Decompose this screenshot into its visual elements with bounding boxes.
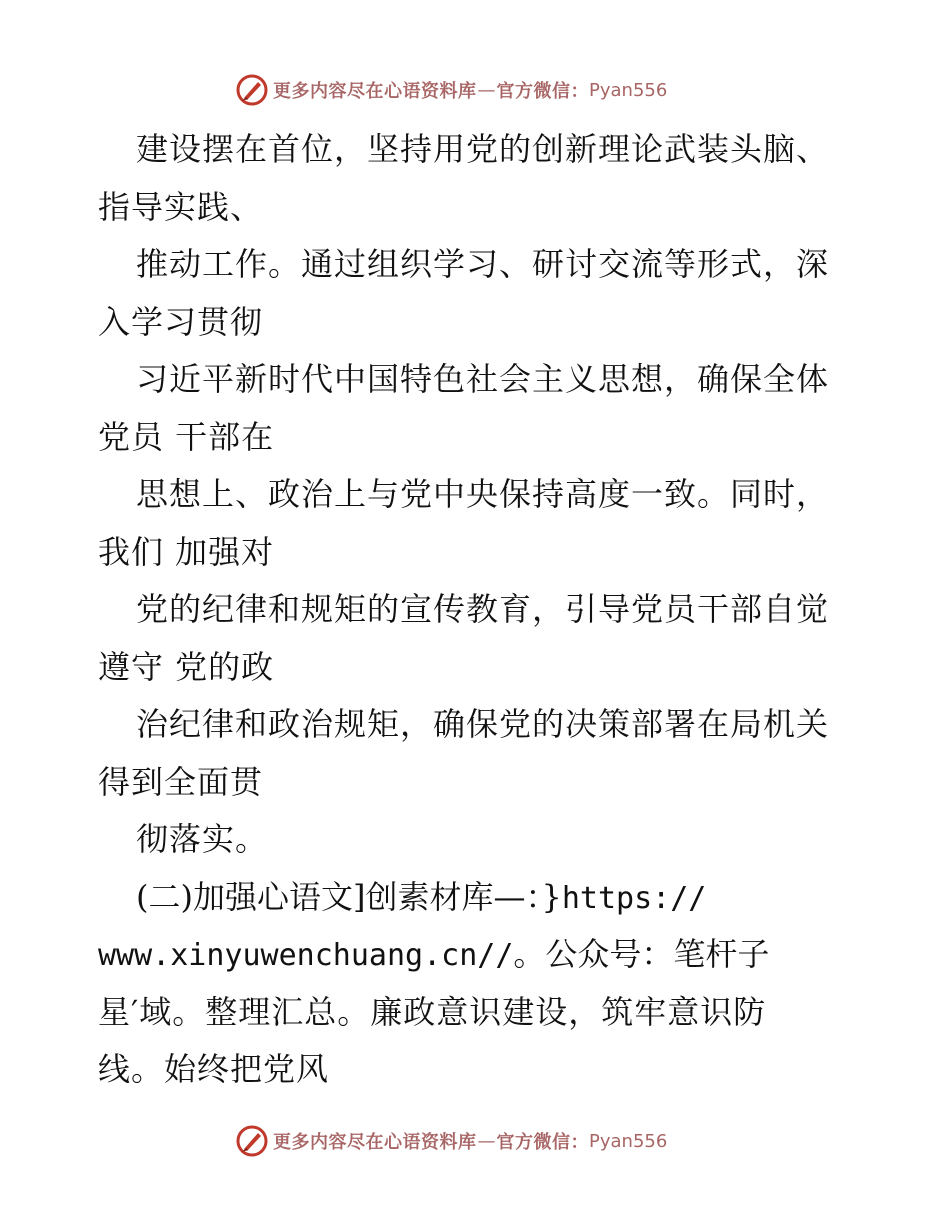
text-line: 指导实践、 [98, 187, 264, 226]
text-line: 推动工作。通过组织学习、研讨交流等形式，深 [136, 245, 830, 283]
watermark-dash: — [477, 1130, 496, 1152]
paragraph-2-line-2 [98, 926, 888, 984]
text-line: 星′域。整理汇总。廉政意识建设，筑牢意识防 [98, 992, 767, 1031]
text-line: 得到全面贯 [98, 762, 264, 801]
section-heading-text: (二)加强心语文]创素材库—：} [136, 877, 562, 916]
header-watermark [235, 73, 667, 107]
text-line: 遵守 党的政 [98, 647, 275, 686]
text-line: 思想上、政治上与党中央保持高度一致。同时， [136, 475, 830, 513]
paragraph-2-line-1 [98, 869, 888, 927]
text-line: 入学习贯彻 [98, 302, 264, 341]
text-line: 线。始终把党风 [98, 1050, 330, 1088]
watermark-official-label: 官方微信： [496, 81, 589, 102]
watermark-text: 更多内容尽在心语资料库 [273, 81, 477, 102]
watermark-official-label: 官方微信： [496, 1132, 589, 1153]
text-line: 党的纪律和规矩的宣传教育，引导党员干部自觉 [136, 590, 830, 628]
footer-watermark [235, 1124, 667, 1158]
text-line: 我们 加强对 [98, 532, 275, 571]
url-domain-link[interactable]: www.xinyuwenchuang.cn// [98, 938, 514, 973]
text-line: 习近平新时代中国特色社会主义思想，确保全体 [136, 360, 830, 398]
text-line: 治纪律和政治规矩，确保党的决策部署在局机关 [136, 705, 830, 743]
text-line: 彻落实。 [136, 820, 269, 858]
url-prefix-link[interactable]: https:// [561, 880, 707, 916]
watermark-wechat-id: Pyan556 [589, 79, 668, 101]
text-line: 党员 干部在 [98, 417, 275, 456]
document-body [98, 121, 888, 1099]
text-line: 建设摆在首位，坚持用党的创新理论武装头脑、 [136, 130, 830, 168]
public-account-text: 。公众号：笔杆子 [513, 935, 770, 973]
watermark-text: 更多内容尽在心语资料库 [273, 1132, 477, 1153]
watermark-dash: — [477, 79, 496, 101]
brush-logo-icon [235, 1124, 269, 1158]
watermark-wechat-id: Pyan556 [589, 1130, 668, 1152]
brush-logo-icon [235, 73, 269, 107]
